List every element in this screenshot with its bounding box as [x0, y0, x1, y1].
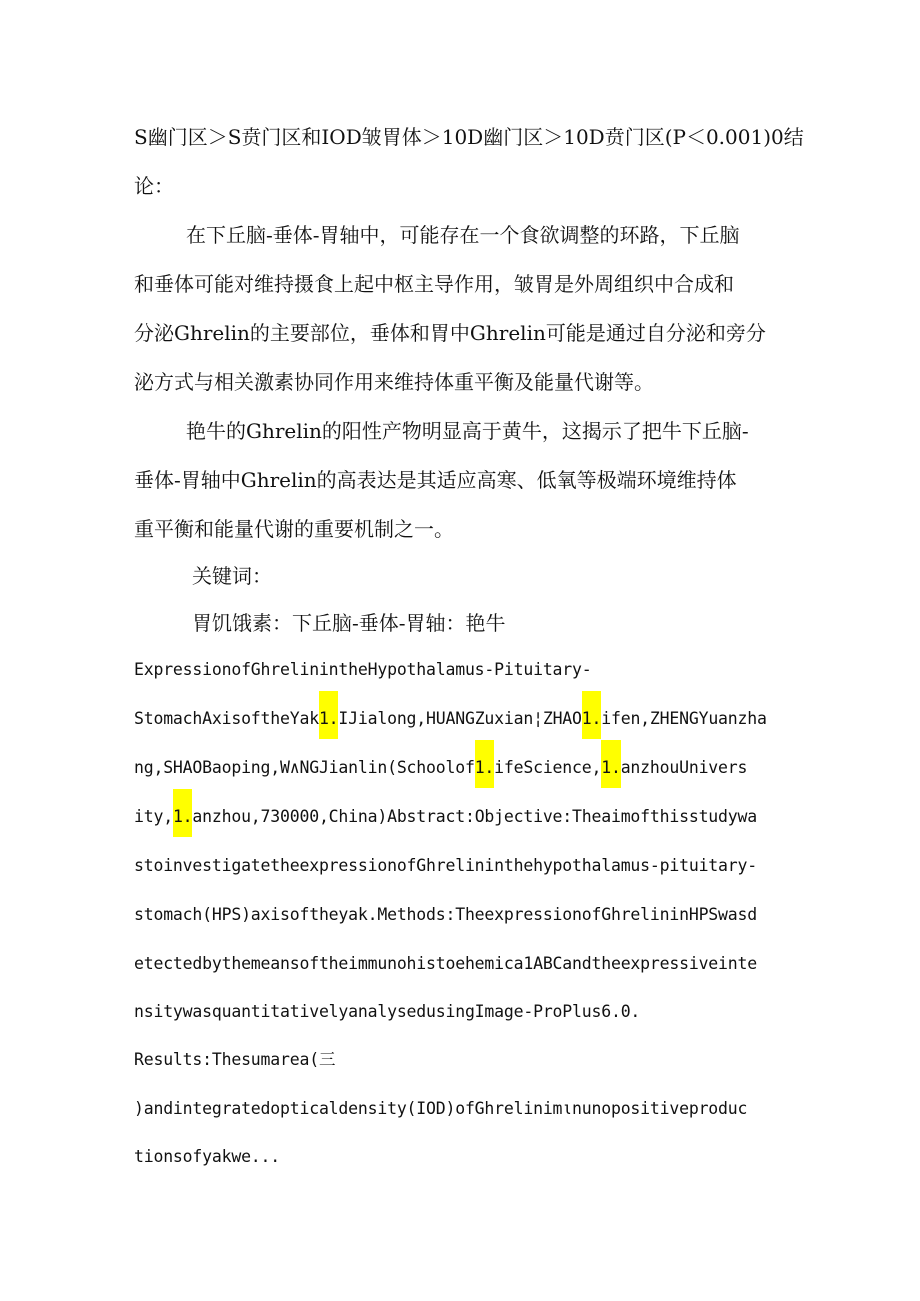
keywords-text: 胃饥饿素：下丘脑-垂体-胃轴：艳牛	[192, 611, 506, 635]
text-line: 重平衡和能量代谢的重要机制之一。	[134, 517, 454, 541]
abstract-text: ¦	[533, 709, 543, 728]
abstract-line	[134, 1085, 794, 1133]
abstract-line	[134, 695, 794, 743]
abstract-text: ifen,ZHENGYuanzha	[601, 709, 767, 728]
abstract-line: stoinvestigatetheexpressionofGhrelininthehypothalamus-pituitary-	[134, 856, 757, 875]
abstract-text: anzhouUnivers	[620, 758, 748, 777]
abstract-line: ExpressionofGhrelinintheHypothalamus-Pituitary-	[134, 660, 592, 679]
abstract-text: ZHAO	[542, 709, 582, 728]
abstract-line: tionsofyakwe...	[134, 1147, 281, 1166]
abstract-text: ifeScience,	[494, 758, 602, 777]
text-line: 艳牛的Ghrelin的阳性产物明显高于黄牛，这揭示了把牛下丘脑-	[186, 419, 749, 443]
abstract-line	[134, 744, 794, 792]
text-line: 垂体-胃轴中Ghrelin的高表达是其适应高寒、低氧等极端环境维持体	[134, 468, 737, 492]
abstract-text: nunopositiveproduc	[572, 1099, 748, 1118]
abstract-text: ity,	[134, 807, 173, 826]
abstract-text: StomachAxisoftheYak	[134, 709, 319, 728]
abstract-text: anzhou,730000,China)Abstract:Objective:Theaimofthisstudywa	[192, 807, 757, 826]
abstract-text: ι	[562, 1099, 573, 1118]
highlight-mark: 1.	[582, 691, 601, 739]
abstract-text: IJialong,HUANGZuxian	[338, 709, 534, 728]
abstract-text: )andintegratedopticaldensity(IOD)ofGhrelinim	[134, 1099, 563, 1118]
abstract-line	[134, 793, 794, 841]
abstract-line: etectedbythemeansoftheimmunohistoehemica1ABCandtheexpressiveinte	[134, 954, 757, 973]
text-line: 分泌Ghrelin的主要部位，垂体和胃中Ghrelin可能是通过自分泌和旁分	[134, 321, 766, 345]
highlight-mark: 1.	[319, 691, 338, 739]
keywords-heading: 关键词：	[192, 564, 272, 588]
text-line: 和垂体可能对维持摄食上起中枢主导作用，皱胃是外周组织中合成和	[134, 272, 734, 296]
text-line: 泌方式与相关激素协同作用来维持体重平衡及能量代谢等。	[134, 370, 654, 394]
abstract-line: stomach(HPS)axisoftheyak.Methods:TheexpressionofGhrelininHPSwasd	[134, 905, 757, 924]
highlight-mark: 1.	[475, 740, 494, 788]
abstract-text: ng,SHAOBaoping,W∧NGJianlin(Schoolof	[134, 758, 475, 777]
text-line: 在下丘脑-垂体-胃轴中，可能存在一个食欲调整的环路，下丘脑	[186, 223, 740, 247]
highlight-mark: 1.	[173, 789, 192, 837]
text-line: 论：	[134, 174, 174, 198]
abstract-line: nsitywasquantitativelyanalysedusingImage-ProPlus6.0.	[134, 1002, 641, 1021]
highlight-mark: 1.	[601, 740, 620, 788]
text-line: S幽门区＞S贲门区和IOD皱胃体＞10D幽门区＞10D贲门区(P＜0.001)0结	[134, 125, 804, 149]
abstract-line: Results:Thesumarea(三	[134, 1050, 336, 1069]
